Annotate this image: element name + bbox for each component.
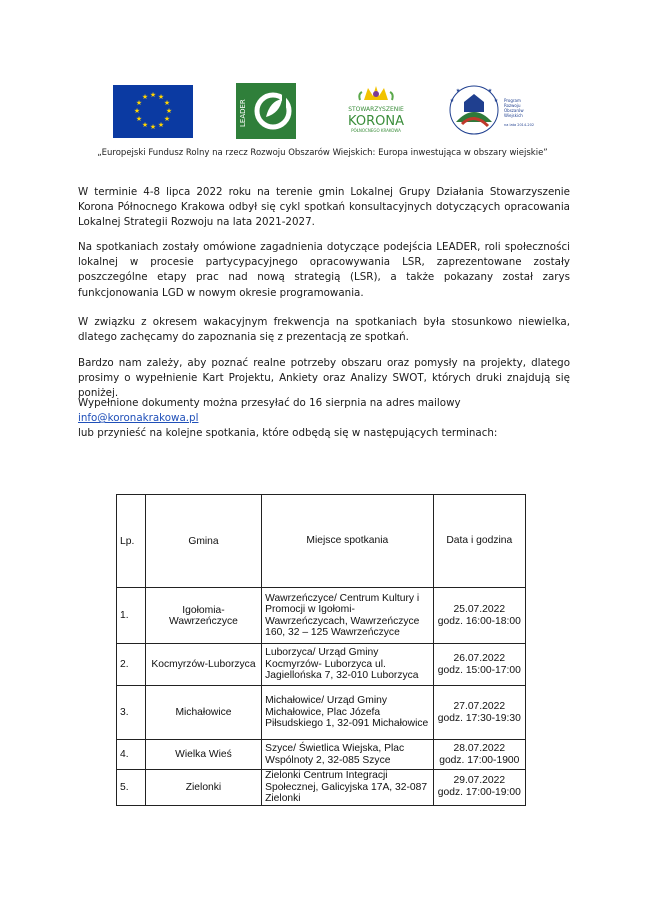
svg-text:★: ★ bbox=[141, 93, 149, 101]
cell-lp: 4. bbox=[117, 740, 146, 770]
prow-line3: Obszarów bbox=[504, 108, 524, 113]
header-lp: Lp. bbox=[117, 495, 146, 588]
korona-line2: KORONA bbox=[348, 114, 404, 129]
cell-lp: 2. bbox=[117, 644, 146, 686]
cell-lp: 1. bbox=[117, 588, 146, 644]
table-row bbox=[117, 588, 526, 644]
cell-miejsce: Luborzyca/ Urząd Gminy Kocmyrzów- Luborzyca ul. Jagiellońska 7, 32-010 Luborzyca bbox=[262, 644, 433, 686]
cell-date: 28.07.2022 bbox=[453, 742, 506, 754]
korona-line3: PÓŁNOCNEGO KRAKOWA bbox=[351, 128, 401, 133]
svg-text:★: ★ bbox=[493, 98, 499, 104]
prow-years: na lata 2014-2020 bbox=[504, 123, 534, 127]
cell-date: 27.07.2022 bbox=[453, 700, 506, 712]
cell-time: godz. 17:30-19:30 bbox=[437, 712, 521, 724]
cell-data bbox=[433, 588, 525, 644]
cell-miejsce: Szyce/ Świetlica Wiejska, Plac Wspólnoty 2, 32-085 Szyce bbox=[262, 740, 433, 770]
cell-time: godz. 17:00-19:00 bbox=[437, 787, 521, 799]
cell-lp: 3. bbox=[117, 686, 146, 740]
submission-text: Wypełnione dokumenty można przesyłać do 16 sierpnia na adres mailowy bbox=[78, 397, 461, 409]
table-row bbox=[117, 740, 526, 770]
cell-miejsce: Zielonki Centrum Integracji Społecznej, Galicyjska 17A, 32-087 Zielonki bbox=[262, 770, 433, 806]
funding-motto: „Europejski Fundusz Rolny na rzecz Rozwoju Obszarów Wiejskich: Europa inwestująca w obszary wiejskie” bbox=[97, 148, 548, 158]
svg-text:★: ★ bbox=[135, 115, 143, 123]
meetings-table bbox=[116, 494, 526, 806]
cell-gmina: Zielonki bbox=[145, 770, 261, 806]
cell-date: 25.07.2022 bbox=[453, 603, 506, 615]
svg-text:★: ★ bbox=[487, 88, 493, 94]
paragraph-submission bbox=[78, 396, 570, 442]
table-header-row bbox=[117, 495, 526, 588]
cell-time: godz. 15:00-17:00 bbox=[437, 664, 521, 676]
submission-text-2: lub przynieść na kolejne spotkania, które odbędą się w następujących terminach: bbox=[78, 427, 498, 440]
logo-strip bbox=[0, 80, 645, 140]
cell-data bbox=[433, 740, 525, 770]
svg-text:★: ★ bbox=[133, 107, 141, 115]
cell-data bbox=[433, 686, 525, 740]
leader-logo bbox=[236, 83, 296, 139]
cell-data bbox=[433, 644, 525, 686]
prow-line1: Program bbox=[504, 98, 521, 103]
email-link[interactable]: info@koronakrakowa.pl bbox=[78, 412, 199, 425]
cell-time: godz. 16:00-18:00 bbox=[437, 615, 521, 627]
cell-gmina: Kocmyrzów-Luborzyca bbox=[145, 644, 261, 686]
paragraph-request: Bardzo nam zależy, aby poznać realne potrzeby obszaru oraz pomysły na projekty, dlatego prosimy o wypełnienie Kart Projektu, Ankiety oraz Analizy SWOT, których druki znajdują się poniżej. bbox=[78, 357, 570, 400]
cell-lp: 5. bbox=[117, 770, 146, 806]
svg-text:★: ★ bbox=[141, 121, 149, 129]
table-row bbox=[117, 644, 526, 686]
cell-date: 29.07.2022 bbox=[453, 775, 506, 787]
korona-line1: STOWARZYSZENIE bbox=[348, 106, 404, 113]
prow-line2: Rozwoju bbox=[504, 103, 521, 108]
paragraph-topics: Na spotkaniach zostały omówione zagadnienia dotyczące podejścia LEADER, roli społeczności lokalnej w procesie partycypacyjnego opracowywania LSR, zaprezentowane zostały poszczególne etapy prac nad nową strategią (LSR), a także pokazany został zarys funkcjonowania LGD w nowym okresie programowania. bbox=[78, 241, 570, 299]
svg-text:★: ★ bbox=[149, 91, 157, 99]
header-gmina: Gmina bbox=[145, 495, 261, 588]
svg-text:★: ★ bbox=[455, 88, 461, 94]
cell-gmina: Wielka Wieś bbox=[145, 740, 261, 770]
cell-gmina: Michałowice bbox=[145, 686, 261, 740]
svg-text:★: ★ bbox=[449, 98, 455, 104]
leader-label: LEADER bbox=[239, 99, 247, 127]
cell-data bbox=[433, 770, 525, 806]
header-miejsce: Miejsce spotkania bbox=[262, 495, 433, 588]
paragraph-attendance: W związku z okresem wakacyjnym frekwencja na spotkaniach była stosunkowo niewielka, dlatego zachęcamy do zapoznania się z prezentacją ze spotkań. bbox=[78, 316, 570, 344]
paragraph-intro: W terminie 4-8 lipca 2022 roku na terenie gmin Lokalnej Grupy Działania Stowarzyszenie Korona Północnego Krakowa odbył się cykl spotkań konsultacyjnych dotyczących opracowania Lokalnej Strategii Rozwoju na lata 2021-2027. bbox=[78, 186, 570, 229]
prow-logo bbox=[444, 82, 534, 138]
svg-text:★: ★ bbox=[149, 123, 157, 131]
svg-text:★: ★ bbox=[157, 93, 165, 101]
svg-text:★: ★ bbox=[163, 99, 171, 107]
cell-date: 26.07.2022 bbox=[453, 652, 506, 664]
cell-miejsce: Michałowice/ Urząd Gminy Michałowice, Plac Józefa Piłsudskiego 1, 32-091 Michałowice bbox=[262, 686, 433, 740]
svg-text:★: ★ bbox=[157, 121, 165, 129]
svg-text:★: ★ bbox=[135, 99, 143, 107]
eu-stars-icon bbox=[113, 85, 193, 138]
table-row bbox=[117, 686, 526, 740]
eu-flag-logo bbox=[113, 85, 193, 138]
svg-text:★: ★ bbox=[165, 107, 173, 115]
korona-logo bbox=[340, 80, 412, 140]
cell-time: godz. 17:00-1900 bbox=[439, 754, 520, 766]
prow-line4: Wiejskich bbox=[504, 113, 523, 118]
cell-gmina: Igołomia-Wawrzeńczyce bbox=[145, 588, 261, 644]
cell-miejsce: Wawrzeńczyce/ Centrum Kultury i Promocji w Igołomi-Wawrzeńczycach, Wawrzeńczyce 160, 32 – 125 Wawrzeńczyce bbox=[262, 588, 433, 644]
svg-text:★: ★ bbox=[163, 115, 171, 123]
header-data: Data i godzina bbox=[433, 495, 525, 588]
table-row bbox=[117, 770, 526, 806]
